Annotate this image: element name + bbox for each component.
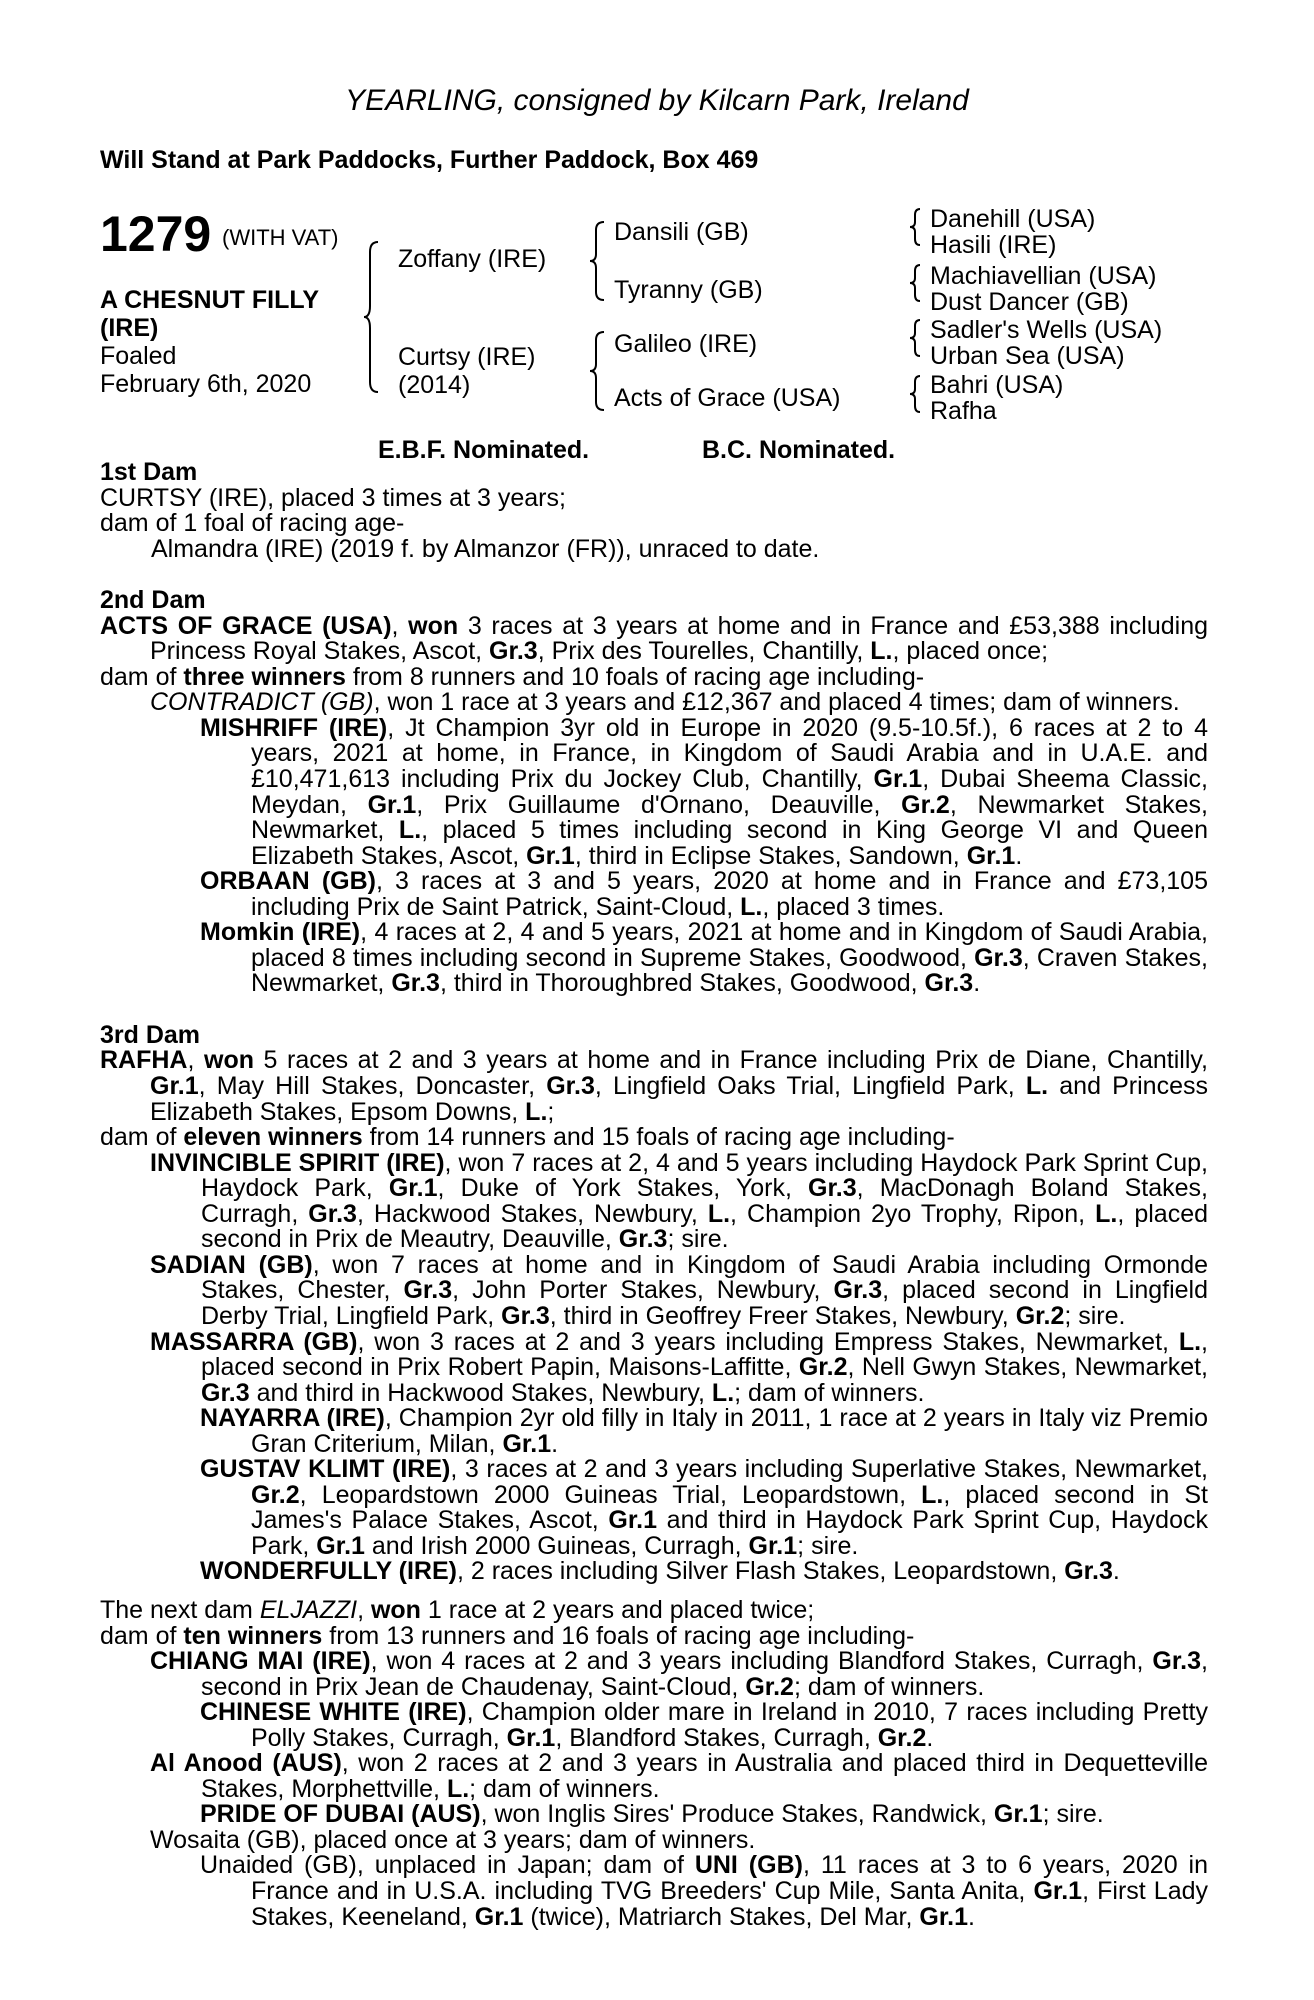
grade: Gr.1 (316, 1531, 365, 1560)
race-text: , placed once; (892, 637, 1049, 666)
pedigree-g3-4: Dust Dancer (GB) (930, 288, 1129, 316)
winners-count: eleven winners (183, 1123, 363, 1152)
race-text: , Blandford Stakes, Curragh, (555, 1723, 878, 1752)
pedigree-g3-8: Rafha (930, 397, 997, 425)
catalogue-heading: YEARLING, consigned by Kilcarn Park, Ireland (345, 84, 969, 117)
race-text: . (1112, 1557, 1120, 1586)
race-text: from 8 runners and 10 foals of racing age including- (345, 662, 925, 691)
race-text: , placed second in Prix Robert Papin, Maisons-Laffitte, (201, 1327, 1208, 1382)
race-text: , won 3 races at 2 and 3 years including Empress Stakes, Newmarket, (357, 1327, 1179, 1356)
entry-contradict (100, 690, 1208, 716)
race-text: , Newmarket Stakes, Newmarket, (251, 790, 1208, 845)
foaled-date: February 6th, 2020 (100, 370, 312, 398)
entry-massarra (100, 1327, 1208, 1407)
first-dam-line2: dam of 1 foal of racing age- (100, 509, 405, 538)
grade: Gr.2 (901, 790, 950, 819)
grade: L. (446, 1774, 470, 1803)
first-dam-line3: Almandra (IRE) (2019 f. by Almanzor (FR)), unraced to date. (151, 534, 820, 563)
race-text: , 3 races at 3 and 5 years, 2020 at home and in France and £73,105 including Prix de Saint Patrick, Saint-Cloud, (251, 867, 1208, 921)
horse-name: PRIDE OF DUBAI (AUS) (200, 1800, 481, 1829)
entry-invincible-spirit (100, 1148, 1209, 1254)
grade: L. (711, 1378, 735, 1407)
entry-nayarra (100, 1406, 1208, 1457)
race-text: , First Lady Stakes, Keeneland, (251, 1876, 1209, 1931)
won-word: won (204, 1046, 254, 1075)
horse-name: INVINCIBLE SPIRIT (IRE) (150, 1148, 445, 1177)
race-text: , Lingfield Oaks Trial, Lingfield Park, (594, 1072, 1026, 1101)
race-text: , Prix Guillaume d'Ornano, Deauville, (416, 790, 902, 819)
race-text: , John Porter Stakes, Newbury, (452, 1276, 834, 1305)
grade: Gr.3 (489, 637, 538, 666)
race-text: , placed second in Lingfield Derby Trial, Lingfield Park, (201, 1276, 1208, 1330)
entry-chiang-mai (100, 1649, 1208, 1700)
second-dam-entry: ACTS OF GRACE (USA), won 3 races at 3 years at home and in France and £53,388 including Princess Royal Stakes, Ascot, Gr.3, Prix des Tourelles, Chantilly, L., placed once; (100, 611, 1208, 666)
grade: Gr.1 (526, 841, 575, 870)
race-text: , third in Thoroughbred Stakes, Goodwood, (439, 969, 925, 998)
grade: Gr.3 (1064, 1557, 1113, 1586)
race-text: and third in Hackwood Stakes, Newbury, (249, 1378, 712, 1407)
race-text: , May Hill Stakes, Doncaster, (198, 1072, 547, 1101)
race-text: 3 races at 3 years at home and in France and £53,388 including Princess Royal Stakes, Ascot, (150, 611, 1208, 666)
won-word: won (408, 611, 459, 640)
race-text: dam of (100, 1621, 184, 1650)
horse-name: MISHRIFF (IRE) (200, 713, 388, 742)
pedigree-brace-sire (586, 218, 612, 304)
race-text: , Champion older mare in Ireland in 2010, 7 races including Pretty Polly Stakes, Curragh, (251, 1698, 1208, 1752)
produce-record (100, 460, 1208, 1930)
second-dam-heading: 2nd Dam (100, 586, 206, 615)
entry-momkin (100, 920, 1208, 997)
winners-count: ten winners (183, 1621, 323, 1650)
grade: Gr.3 (546, 1072, 595, 1101)
grade: Gr.3 (308, 1199, 357, 1228)
horse-name: RAFHA (100, 1046, 188, 1075)
race-text: , 3 races at 2 and 3 years including Superlative Stakes, Newmarket, (450, 1455, 1208, 1484)
grade: Gr.2 (798, 1353, 848, 1382)
grade: Gr.1 (608, 1506, 658, 1535)
grade: Gr.3 (403, 1276, 453, 1305)
race-text: , Nell Gwyn Stakes, Newmarket, (847, 1353, 1208, 1382)
pedigree-brace-g3-1 (906, 206, 926, 248)
grade: L. (1025, 1072, 1049, 1101)
grade: Gr.1 (367, 790, 417, 819)
vat-note: (WITH VAT) (222, 225, 339, 250)
race-text: , won 7 races at home and in Kingdom of Saudi Arabia including Ormonde Stakes, Chester, (201, 1250, 1208, 1305)
pedigree-g3-5: Sadler's Wells (USA) (930, 316, 1163, 344)
horse-name: ORBAAN (GB) (200, 867, 376, 896)
entry-sadian (100, 1250, 1208, 1330)
race-text: ; sire. (797, 1531, 859, 1560)
grade: Gr.2 (745, 1672, 794, 1701)
pedigree-brace-gen1 (360, 238, 390, 396)
horse-name: CHIANG MAI (IRE) (150, 1647, 371, 1676)
entry-al-anood (100, 1751, 1208, 1802)
stand-location: Will Stand at Park Paddocks, Further Paddock, Box 469 (100, 146, 759, 174)
first-dam-line1: CURTSY (IRE), placed 3 times at 3 years; (100, 483, 566, 512)
lot-sex-colour: A CHESNUT FILLY (100, 286, 319, 314)
grade: Gr.3 (391, 969, 440, 998)
race-text: , won 2 races at 2 and 3 years in Australia and placed third in Dequetteville Stakes, Morphettville, (201, 1749, 1208, 1803)
pedigree-sire-dam: Tyranny (GB) (614, 276, 763, 304)
pedigree-brace-g3-3 (906, 317, 926, 359)
grade: L. (525, 1097, 548, 1126)
grade: Gr.3 (618, 1225, 668, 1254)
race-text: , MacDonagh Boland Stakes, Curragh, (201, 1174, 1208, 1228)
pedigree-sire: Zoffany (IRE) (398, 245, 547, 273)
race-text: , placed second in St James's Palace Stakes, Ascot, (251, 1480, 1208, 1535)
race-text: , Duke of York Stakes, York, (437, 1174, 809, 1203)
race-text: , 11 races at 3 to 6 years, 2020 in France and in U.S.A. including TVG Breeders' Cup Mile, Santa Anita, (251, 1851, 1209, 1905)
race-text: and Princess Elizabeth Stakes, Epsom Downs, (150, 1072, 1208, 1126)
lot-country: (IRE) (100, 314, 159, 342)
pedigree-g3-6: Urban Sea (USA) (930, 342, 1125, 370)
won-word: won (370, 1595, 421, 1624)
horse-name: Momkin (IRE) (200, 918, 361, 947)
race-text: ; dam of winners. (734, 1378, 925, 1407)
third-dam-entry: RAFHA, won 5 races at 2 and 3 years at home and in France including Prix de Diane, Chantilly, Gr.1, May Hill Stakes, Doncaster, Gr.3, Lingfield Oaks Trial, Lingfield Park, L. and Princess Elizabeth Stakes, Epsom Downs, L.; (100, 1046, 1208, 1126)
ebf-nominated: E.B.F. Nominated. (378, 436, 590, 464)
entry-wonderfully (100, 1559, 1208, 1585)
grade: Gr.3 (501, 1301, 550, 1330)
race-text: , Prix des Tourelles, Chantilly, (537, 637, 871, 666)
grade: Gr.1 (919, 1902, 969, 1931)
pedigree-dam-dam: Acts of Grace (USA) (614, 384, 841, 412)
next-dam-produce (100, 1621, 1208, 1650)
race-text: , Hackwood Stakes, Newbury, (356, 1199, 708, 1228)
third-dam-heading: 3rd Dam (100, 1020, 201, 1049)
race-text: . (973, 969, 981, 998)
winners-count: three winners (183, 662, 346, 691)
race-text: , 4 races at 2, 4 and 5 years, 2021 at home and in Kingdom of Saudi Arabia, placed 8 times including second in Supreme Stakes, Goodwood, (251, 918, 1208, 972)
pedigree-dam-sire: Galileo (IRE) (614, 330, 758, 358)
entry-orbaan (100, 869, 1208, 920)
third-dam-produce (100, 1125, 1208, 1151)
race-text: , second in Prix Jean de Chaudenay, Saint-Cloud, (201, 1647, 1208, 1701)
race-text: ; sire. (1042, 1800, 1104, 1829)
grade: L. (921, 1480, 944, 1509)
race-text: , third in Eclipse Stakes, Sandown, (574, 841, 967, 870)
pedigree-g3-3: Machiavellian (USA) (930, 262, 1157, 290)
race-text: The next dam (100, 1595, 260, 1624)
grade: L. (398, 816, 422, 845)
horse-name: CONTRADICT (GB) (150, 688, 374, 717)
first-dam-heading: 1st Dam (100, 458, 198, 486)
race-text: ; dam of winners. (793, 1672, 985, 1701)
grade: Gr.1 (966, 841, 1016, 870)
race-text: and third in Haydock Park Sprint Cup, Haydock Park, (251, 1506, 1208, 1560)
race-text: ; sire. (667, 1225, 729, 1254)
grade: Gr.3 (1152, 1647, 1202, 1676)
race-text: 5 races at 2 and 3 years at home and in France including Prix de Diane, Chantilly, (254, 1046, 1208, 1075)
second-dam-produce (100, 662, 1208, 691)
race-text: , Champion 2yo Trophy, Ripon, (730, 1199, 1096, 1228)
race-text: , placed 5 times including second in King George VI and Queen Elizabeth Stakes, Ascot, (251, 816, 1208, 870)
grade: L. (740, 892, 763, 921)
race-text: , placed second in Prix de Meautry, Deauville, (201, 1199, 1209, 1254)
race-text: , Leopardstown 2000 Guineas Trial, Leopardstown, (299, 1480, 922, 1509)
pedigree-g3-2: Hasili (IRE) (930, 231, 1057, 259)
race-text: . (926, 1723, 934, 1752)
grade: L. (1178, 1327, 1202, 1356)
grade: Gr.2 (251, 1480, 300, 1509)
bc-nominated: B.C. Nominated. (702, 436, 896, 464)
race-text: from 14 runners and 15 foals of racing age including- (362, 1123, 955, 1152)
horse-name: SADIAN (GB) (150, 1250, 313, 1279)
grade: Gr.1 (748, 1531, 798, 1560)
race-text: and Irish 2000 Guineas, Curragh, (364, 1531, 749, 1560)
pedigree-dam-year: (2014) (398, 371, 471, 399)
race-text: ; dam of winners. (469, 1774, 660, 1803)
race-text: , won 7 races at 2, 4 and 5 years including Haydock Park Sprint Cup, Haydock Park, (201, 1148, 1208, 1203)
race-text: . (551, 1429, 559, 1458)
race-text: , won 1 race at 3 years and £12,367 and placed 4 times; dam of winners. (373, 688, 1180, 717)
race-text: , won Inglis Sires' Produce Stakes, Randwick, (480, 1800, 994, 1829)
horse-name: ACTS OF GRACE (USA) (100, 611, 392, 640)
race-text: , Craven Stakes, Newmarket, (251, 943, 1208, 998)
grade: Gr.1 (873, 765, 923, 794)
grade: Gr.1 (502, 1429, 552, 1458)
horse-name: MASSARRA (GB) (150, 1327, 358, 1356)
entry-mishriff (100, 713, 1209, 870)
grade: Gr.1 (993, 1800, 1043, 1829)
pedigree-g3-1: Danehill (USA) (930, 205, 1096, 233)
lot-description (100, 286, 319, 398)
grade: Gr.3 (833, 1276, 883, 1305)
horse-name: GUSTAV KLIMT (IRE) (200, 1455, 451, 1484)
race-text: , third in Geoffrey Freer Stakes, Newbury, (549, 1301, 1016, 1330)
race-text: from 13 runners and 16 foals of racing age including- (322, 1621, 915, 1650)
race-text: dam of (100, 662, 184, 691)
horse-name: CHINESE WHITE (IRE) (200, 1698, 467, 1727)
grade: Gr.1 (506, 1723, 556, 1752)
grade: Gr.1 (1033, 1876, 1083, 1905)
grade: Gr.3 (808, 1174, 857, 1203)
race-text: , 2 races including Silver Flash Stakes, Leopardstown, (456, 1557, 1065, 1586)
race-text: Unaided (GB), unplaced in Japan; dam of (200, 1851, 695, 1880)
entry-pride-of-dubai (100, 1802, 1208, 1828)
race-text: ; sire. (1064, 1301, 1126, 1330)
race-text: , Champion 2yr old filly in Italy in 2011, 1 race at 2 years in Italy viz Premio Gran Criterium, Milan, (251, 1404, 1208, 1458)
pedigree-brace-g3-4 (906, 373, 926, 415)
lot-number: 1279 (100, 206, 212, 262)
grade: L. (1095, 1199, 1118, 1228)
pedigree-brace-dam (586, 328, 612, 414)
race-text: , (357, 1595, 371, 1624)
pedigree-g3-7: Bahri (USA) (930, 371, 1064, 399)
next-dam-intro (100, 1595, 1208, 1624)
horse-name: UNI (GB) (694, 1851, 803, 1880)
race-text: 1 race at 2 years and placed twice; (420, 1595, 815, 1624)
grade: Gr.3 (974, 943, 1023, 972)
entry-wosaita: Wosaita (GB), placed once at 3 years; dam of winners. (150, 1825, 756, 1854)
pedigree-sire-sire: Dansili (GB) (614, 218, 749, 246)
race-text: . (968, 1902, 975, 1931)
entry-gustav-klimt (100, 1457, 1208, 1559)
pedigree-brace-g3-2 (906, 262, 926, 304)
horse-name: Al Anood (AUS) (150, 1749, 342, 1778)
grade: Gr.2 (1015, 1301, 1065, 1330)
grade: L. (707, 1199, 731, 1228)
race-text: . (1015, 841, 1023, 870)
horse-name: NAYARRA (IRE) (200, 1404, 385, 1433)
entry-unaided (100, 1853, 1208, 1930)
grade: Gr.1 (474, 1902, 524, 1931)
race-text: dam of (100, 1123, 184, 1152)
grade: Gr.3 (201, 1378, 250, 1407)
grade: Gr.2 (877, 1723, 927, 1752)
pedigree-dam: Curtsy (IRE) (398, 343, 536, 371)
grade: Gr.3 (924, 969, 974, 998)
race-text: ; (547, 1097, 555, 1126)
race-text: , placed 3 times. (762, 892, 945, 921)
grade: L. (870, 637, 893, 666)
horse-name: WONDERFULLY (IRE) (200, 1557, 457, 1586)
race-text: , Jt Champion 3yr old in Europe in 2020 (9.5-10.5f.), 6 races at 2 to 4 years, 2021 at home, in France, in Kingdom of Saudi Arabia and in U.A.E. and £10,471,613 including Prix du Jockey Club, Chantilly, (251, 713, 1208, 794)
race-text: , Dubai Sheema Classic, Meydan, (251, 765, 1209, 819)
grade: Gr.1 (388, 1174, 438, 1203)
foaled-label: Foaled (100, 342, 177, 370)
horse-name: ELJAZZI (259, 1595, 358, 1624)
race-text: , won 4 races at 2 and 3 years including Blandford Stakes, Curragh, (370, 1647, 1153, 1676)
race-text: (twice), Matriarch Stakes, Del Mar, (523, 1902, 920, 1931)
entry-chinese-white (100, 1700, 1208, 1751)
grade: Gr.1 (150, 1072, 199, 1101)
